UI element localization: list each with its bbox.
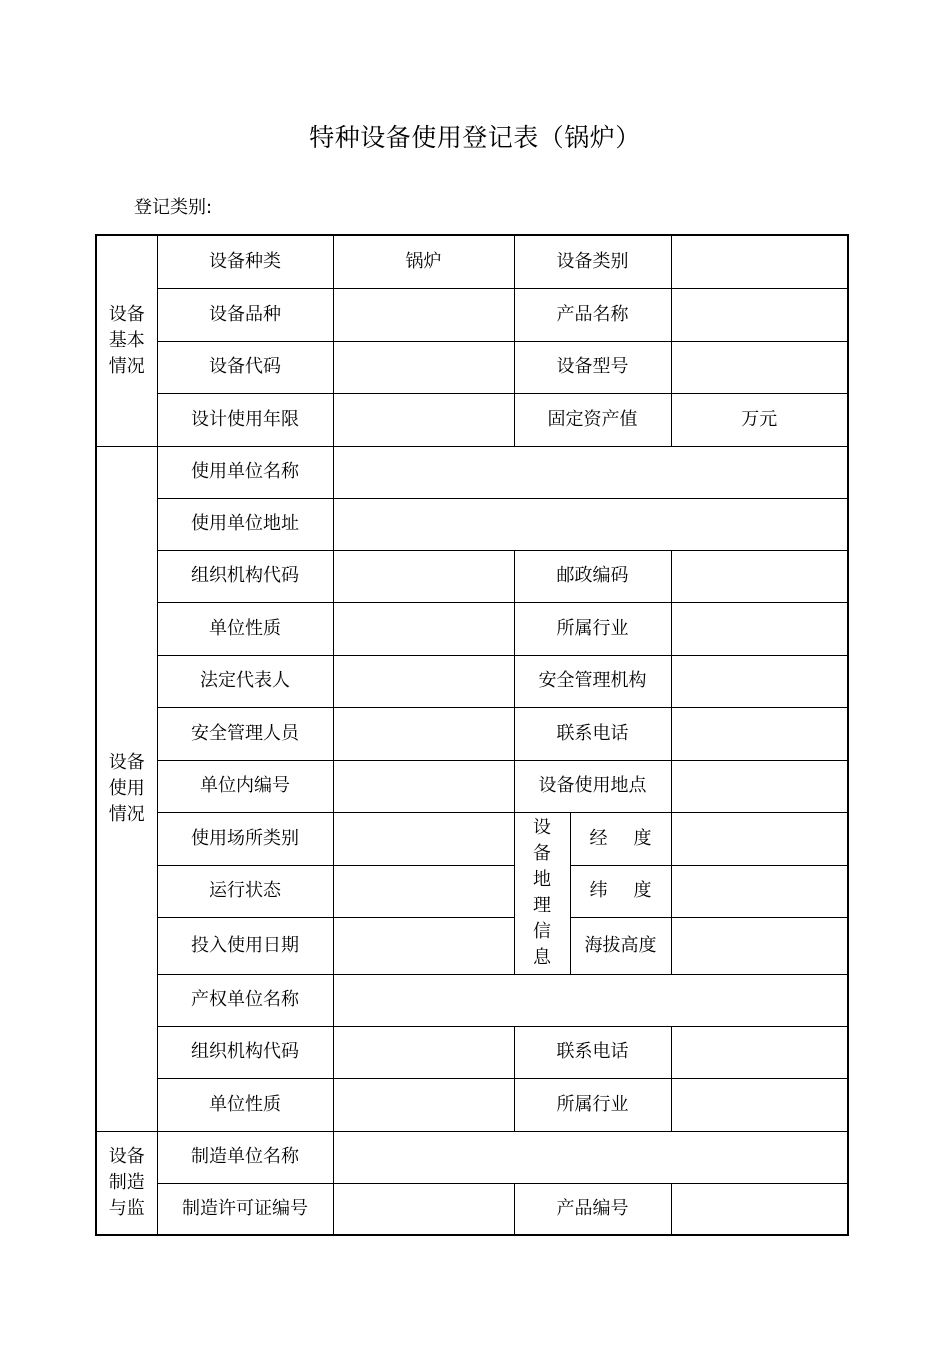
fixed-assets-unit: 万元 [741, 408, 778, 430]
industry-field[interactable] [671, 602, 848, 655]
page-title: 特种设备使用登记表（锅炉） [309, 123, 641, 152]
table-row [96, 655, 848, 707]
design-life-field[interactable] [333, 393, 514, 446]
equipment-code-field[interactable] [333, 341, 514, 393]
table-row [96, 1078, 848, 1131]
unit-nature-label: 单位性质 [157, 602, 333, 655]
legal-rep-label: 法定代表人 [157, 655, 333, 707]
safety-person-field[interactable] [333, 707, 514, 760]
table-row [96, 288, 848, 341]
section-manufacture-info: 设备 制造 与监 [96, 1131, 157, 1235]
table-row [96, 341, 848, 393]
equipment-variety-label: 设备品种 [157, 288, 333, 341]
equipment-type-label: 设备种类 [157, 235, 333, 288]
phone-label: 联系电话 [514, 707, 671, 760]
safety-person-label: 安全管理人员 [157, 707, 333, 760]
owner-org-code-field[interactable] [333, 1026, 514, 1078]
postal-code-label: 邮政编码 [514, 550, 671, 602]
table-row [96, 1131, 848, 1183]
section-usage-info: 设备 使用 情况 [96, 446, 157, 1131]
owner-phone-label: 联系电话 [514, 1026, 671, 1078]
industry-label: 所属行业 [514, 602, 671, 655]
table-row [96, 865, 848, 917]
geo-info-label: 设 备 地 理 信 息 [514, 812, 570, 974]
internal-no-label: 单位内编号 [157, 760, 333, 812]
latitude-field[interactable] [671, 865, 848, 917]
phone-field[interactable] [671, 707, 848, 760]
running-status-label: 运行状态 [157, 865, 333, 917]
postal-code-field[interactable] [671, 550, 848, 602]
owner-org-code-label: 组织机构代码 [157, 1026, 333, 1078]
license-no-label: 制造许可证编号 [157, 1183, 333, 1235]
owner-unit-nature-field[interactable] [333, 1078, 514, 1131]
table-row [96, 235, 848, 288]
manufacturer-name-field[interactable] [333, 1131, 848, 1183]
user-unit-name-label: 使用单位名称 [157, 446, 333, 498]
table-row [96, 550, 848, 602]
usage-location-label: 设备使用地点 [514, 760, 671, 812]
table-row [96, 917, 848, 974]
section-basic-info: 设备 基本 情况 [96, 235, 157, 446]
equipment-category-field[interactable] [671, 235, 848, 288]
org-code-label: 组织机构代码 [157, 550, 333, 602]
design-life-label: 设计使用年限 [157, 393, 333, 446]
fixed-assets-field[interactable] [671, 393, 848, 446]
safety-org-field[interactable] [671, 655, 848, 707]
owner-unit-name-field[interactable] [333, 974, 848, 1026]
longitude-label: 经 度 [570, 812, 671, 865]
table-row [96, 974, 848, 1026]
table-row [96, 1026, 848, 1078]
longitude-field[interactable] [671, 812, 848, 865]
table-row [96, 812, 848, 865]
table-row [96, 446, 848, 498]
latitude-label: 纬 度 [570, 865, 671, 917]
org-code-field[interactable] [333, 550, 514, 602]
equipment-type-field[interactable]: 锅炉 [333, 235, 514, 288]
equipment-code-label: 设备代码 [157, 341, 333, 393]
owner-industry-field[interactable] [671, 1078, 848, 1131]
commission-date-field[interactable] [333, 917, 514, 974]
equipment-category-label: 设备类别 [514, 235, 671, 288]
altitude-field[interactable] [671, 917, 848, 974]
owner-unit-nature-label: 单位性质 [157, 1078, 333, 1131]
altitude-label: 海拔高度 [570, 917, 671, 974]
running-status-field[interactable] [333, 865, 514, 917]
owner-phone-field[interactable] [671, 1026, 848, 1078]
equipment-variety-field[interactable] [333, 288, 514, 341]
license-no-field[interactable] [333, 1183, 514, 1235]
table-row [96, 1183, 848, 1235]
fixed-assets-label: 固定资产值 [514, 393, 671, 446]
unit-nature-field[interactable] [333, 602, 514, 655]
safety-org-label: 安全管理机构 [514, 655, 671, 707]
registration-type-label: 登记类别: [134, 197, 213, 218]
table-row [96, 602, 848, 655]
user-unit-address-label: 使用单位地址 [157, 498, 333, 550]
manufacturer-name-label: 制造单位名称 [157, 1131, 333, 1183]
product-no-label: 产品编号 [514, 1183, 671, 1235]
equipment-model-label: 设备型号 [514, 341, 671, 393]
registration-form-table [95, 234, 849, 1236]
usage-location-field[interactable] [671, 760, 848, 812]
equipment-model-field[interactable] [671, 341, 848, 393]
product-name-label: 产品名称 [514, 288, 671, 341]
legal-rep-field[interactable] [333, 655, 514, 707]
owner-unit-name-label: 产权单位名称 [157, 974, 333, 1026]
owner-industry-label: 所属行业 [514, 1078, 671, 1131]
venue-category-field[interactable] [333, 812, 514, 865]
commission-date-label: 投入使用日期 [157, 917, 333, 974]
table-row [96, 760, 848, 812]
product-name-field[interactable] [671, 288, 848, 341]
user-unit-address-field[interactable] [333, 498, 848, 550]
internal-no-field[interactable] [333, 760, 514, 812]
user-unit-name-field[interactable] [333, 446, 848, 498]
table-row [96, 393, 848, 446]
product-no-field[interactable] [671, 1183, 848, 1235]
table-row [96, 498, 848, 550]
venue-category-label: 使用场所类别 [157, 812, 333, 865]
table-row [96, 707, 848, 760]
